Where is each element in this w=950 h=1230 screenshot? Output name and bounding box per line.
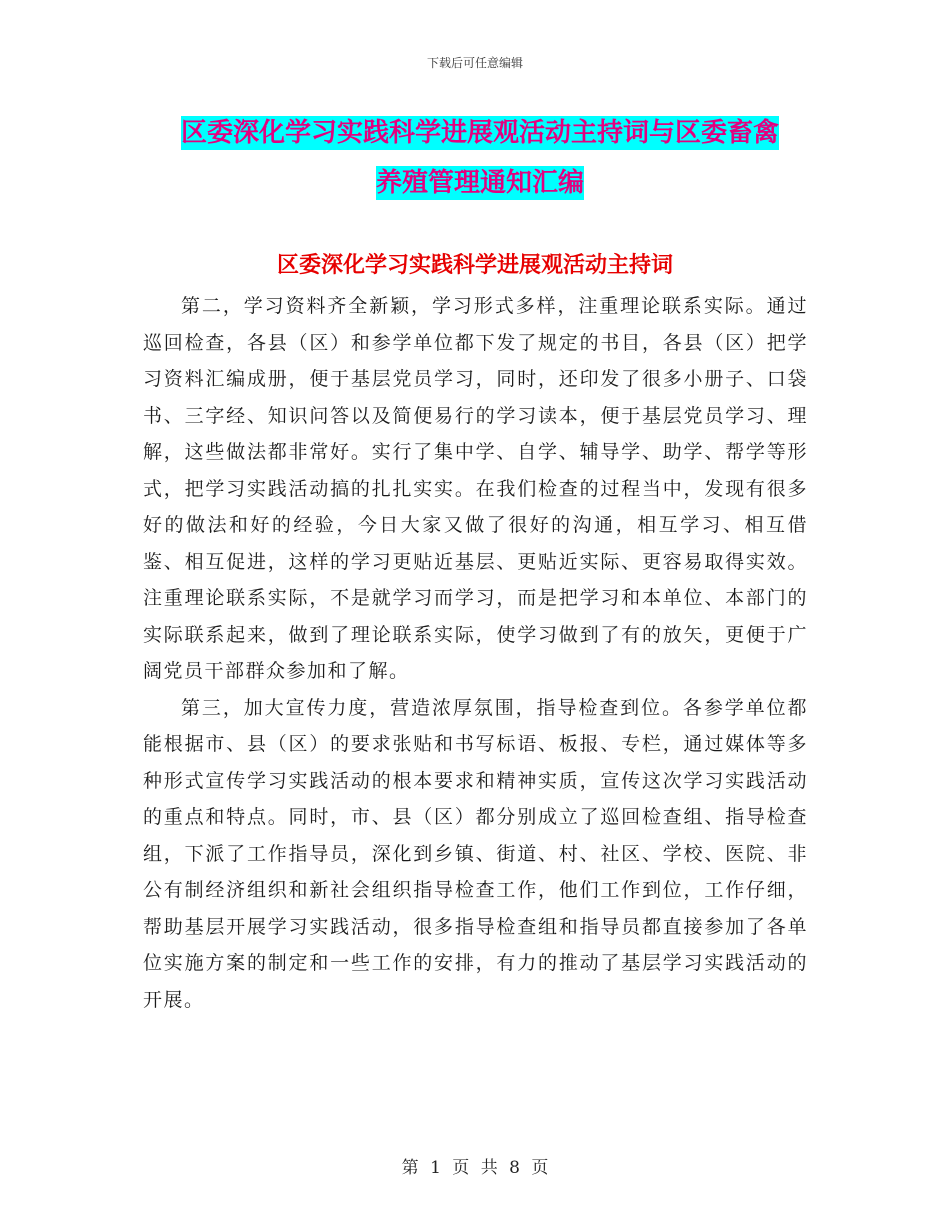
document-body	[143, 288, 808, 1018]
document-title	[140, 108, 820, 208]
title-line-2: 养殖管理通知汇编	[375, 168, 584, 198]
paragraph-1: 第二，学习资料齐全新颖，学习形式多样，注重理论联系实际。通过巡回检查，各县（区）和参学单位都下发了规定的书目，各县（区）把学习资料汇编成册，便于基层党员学习，同时，还印发了很多小册子、口袋书、三字经、知识问答以及简便易行的学习读本，便于基层党员学习、理解，这些做法都非常好。实行了集中学、自学、辅导学、助学、帮学等形式，把学习实践活动搞的扎扎实实。在我们检查的过程当中，发现有很多好的做法和好的经验，今日大家又做了很好的沟通，相互学习、相互借鉴、相互促进，这样的学习更贴近基层、更贴近实际、更容易取得实效。注重理论联系实际，不是就学习而学习，而是把学习和本单位、本部门的实际联系起来，做到了理论联系实际，使学习做到了有的放矢，更便于广阔党员干部群众参加和了解。	[143, 295, 808, 682]
section-title: 区委深化学习实践科学进展观活动主持词	[276, 253, 673, 278]
header-note: 下载后可任意编辑	[426, 56, 523, 70]
title-line-1: 区委深化学习实践科学进展观活动主持词与区委畜禽	[180, 118, 779, 148]
page-number: 第 1 页 共 8 页	[401, 1158, 549, 1178]
paragraph-2: 第三，加大宣传力度，营造浓厚氛围，指导检查到位。各参学单位都能根据市、县（区）的要求张贴和书写标语、板报、专栏，通过媒体等多种形式宣传学习实践活动的根本要求和精神实质，宣传这次学习实践活动的重点和特点。同时，市、县（区）都分别成立了巡回检查组、指导检查组，下派了工作指导员，深化到乡镇、街道、村、社区、学校、医院、非公有制经济组织和新社会组织指导检查工作，他们工作到位，工作仔细，帮助基层开展学习实践活动，很多指导检查组和指导员都直接参加了各单位实施方案的制定和一些工作的安排，有力的推动了基层学习实践活动的开展。	[143, 696, 808, 1011]
